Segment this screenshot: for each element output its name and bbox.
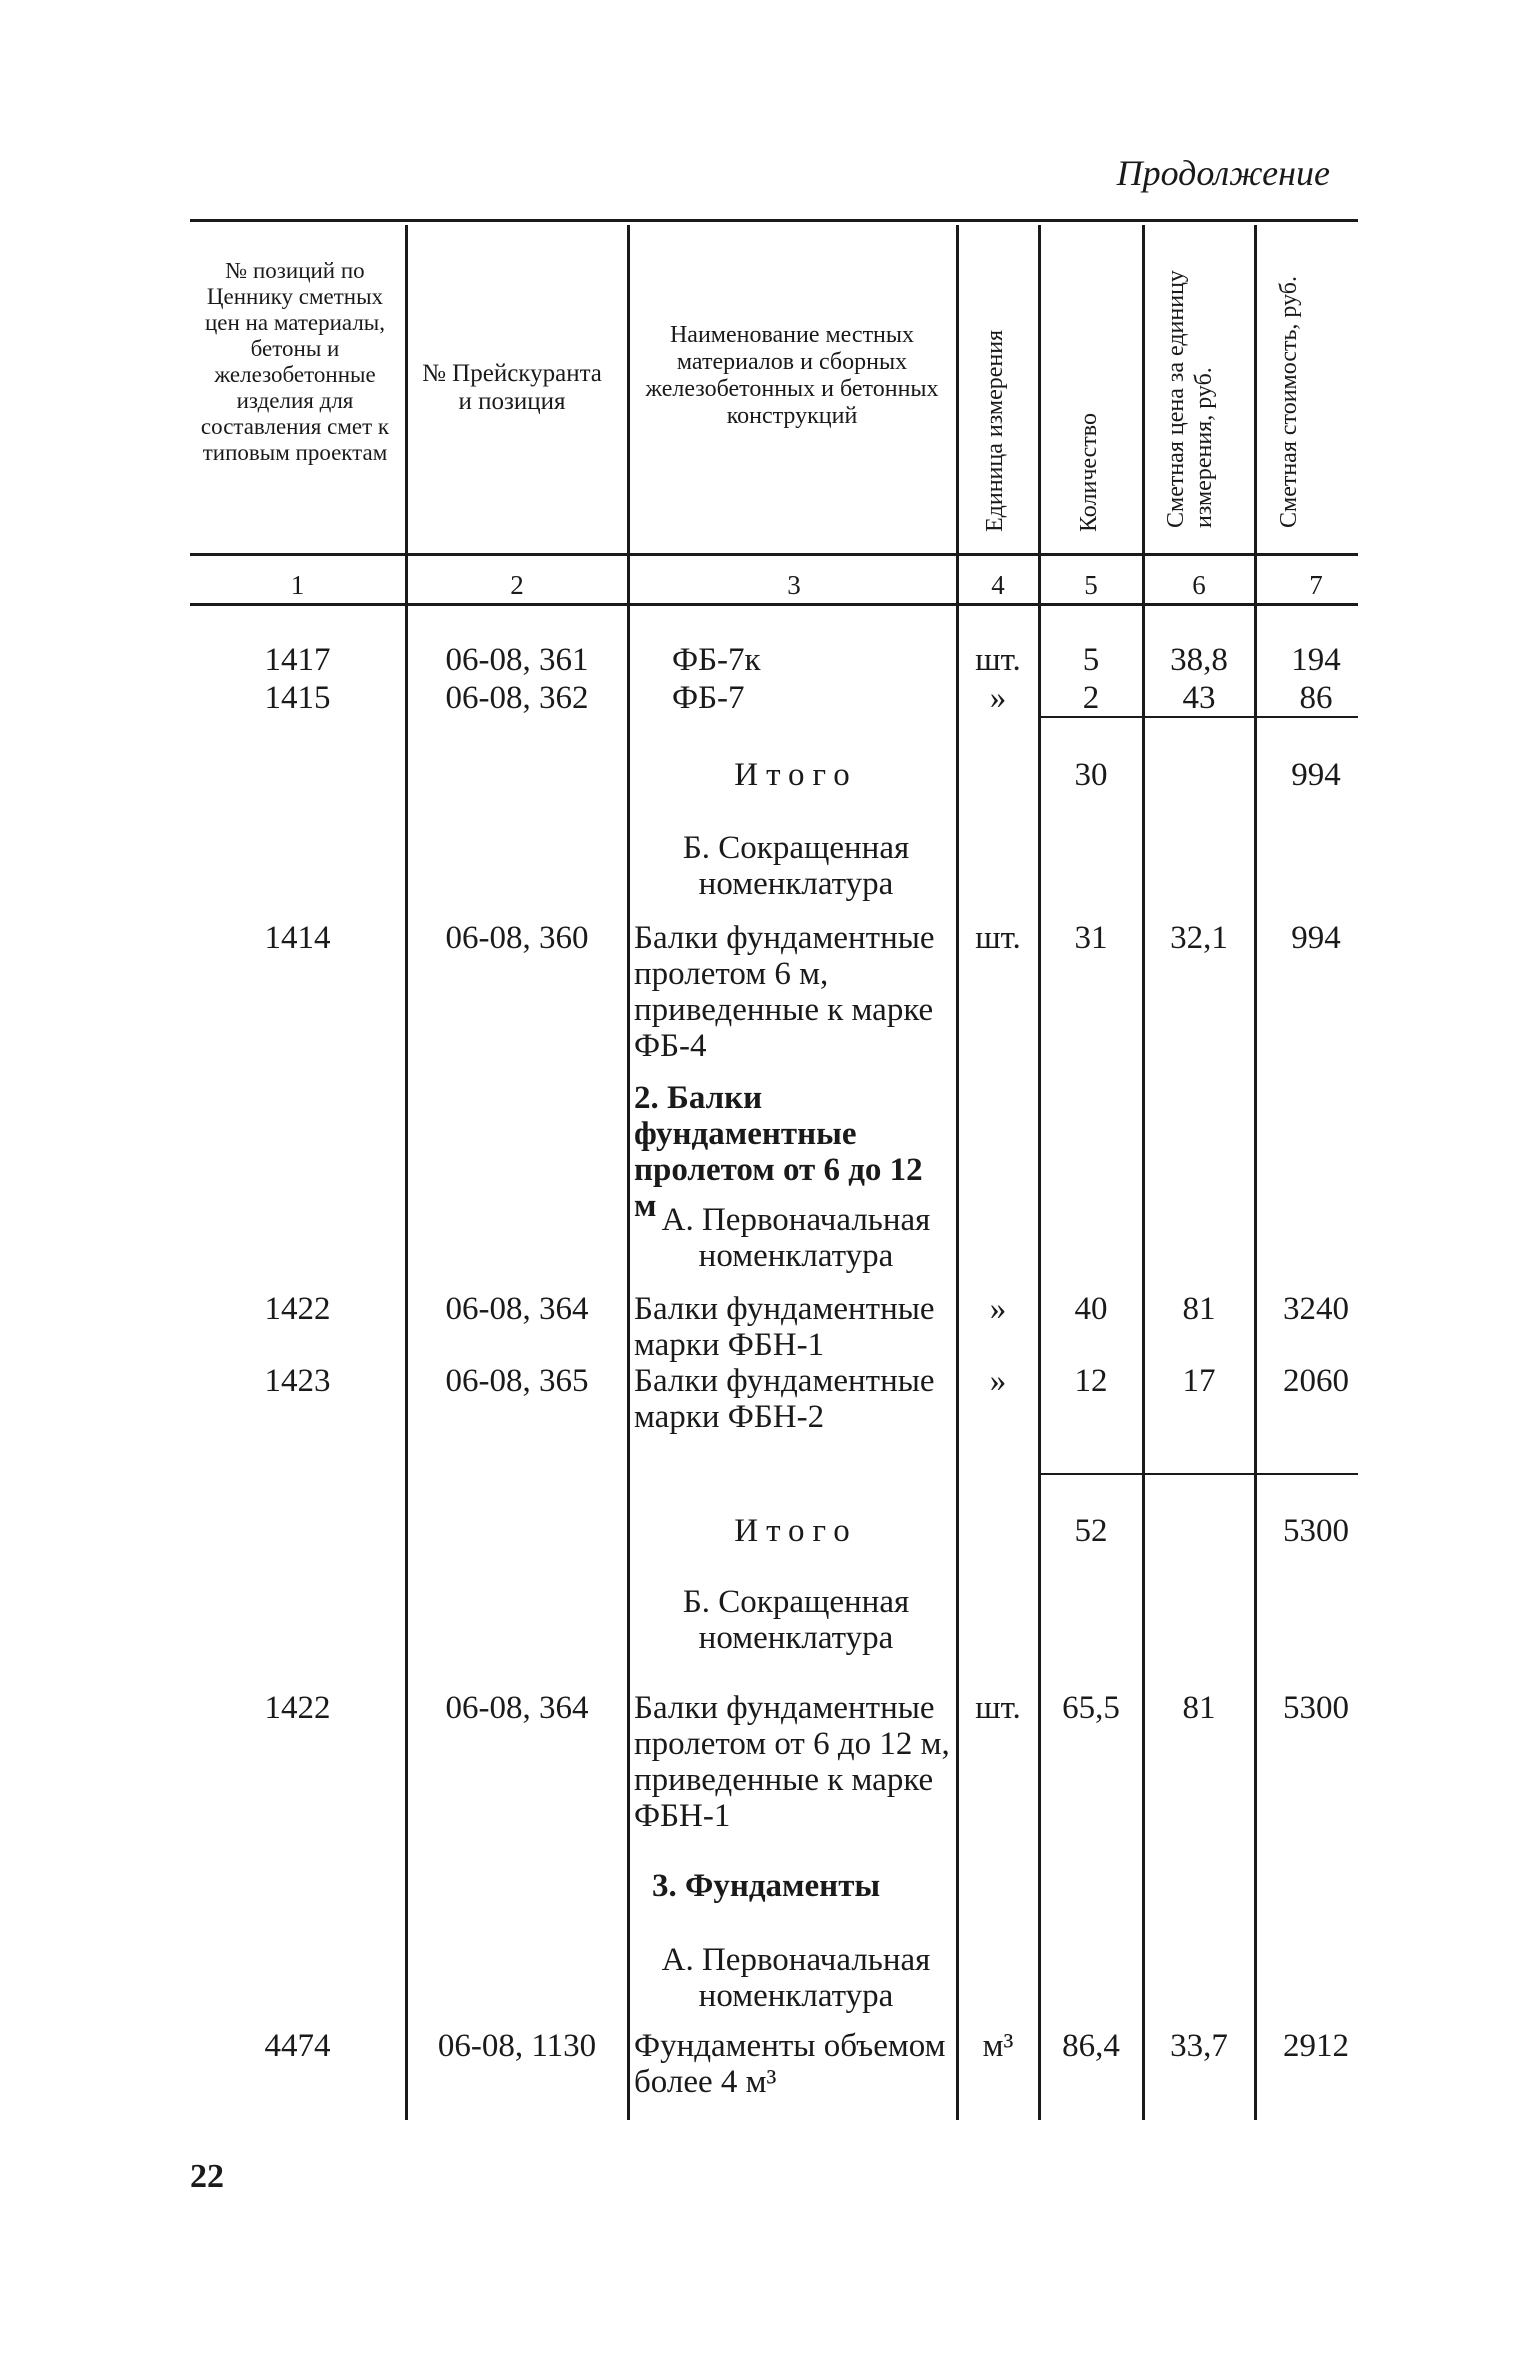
table-row-unit-price: 81 <box>1182 1690 1216 1726</box>
column-divider-2 <box>627 225 630 2120</box>
header-material-name: Наименование местных материалов и сборных железобетонных и бетонных конструкций <box>645 322 939 429</box>
table-row-quantity: 31 <box>1074 920 1108 956</box>
table-row-position: 1415 <box>264 680 331 716</box>
table-row-name: Балки фундаментные пролетом 6 м, приведенные к марке ФБ-4 <box>634 920 935 1064</box>
header-total-cost: Сметная стоимость, руб. <box>1276 276 1302 528</box>
table-row-price-list: 06-08, 1130 <box>437 2028 597 2064</box>
table-row-position: 4474 <box>264 2028 331 2064</box>
column-number-4: 4 <box>991 570 1005 600</box>
table-row-unit: » <box>989 1363 1007 1399</box>
table-row-cost: 3240 <box>1283 1291 1349 1327</box>
table-row-position: 1417 <box>264 642 331 678</box>
table-row-name: Балки фундаментные марки ФБН-2 <box>634 1363 935 1435</box>
table-row-position: 1414 <box>264 920 331 956</box>
subsection-heading: Б. Сокращенная номенклатура <box>682 1584 910 1656</box>
column-number-3: 3 <box>787 570 801 600</box>
table-row-unit-price: 17 <box>1182 1363 1216 1399</box>
total-quantity: 30 <box>1074 757 1108 793</box>
table-row-unit: шт. <box>975 642 1021 678</box>
header-top-rule <box>190 219 1358 222</box>
table-row-unit: » <box>989 1291 1007 1327</box>
table-row-name: Балки фундаментные марки ФБН-1 <box>634 1291 935 1363</box>
column-divider-6 <box>1254 225 1257 2120</box>
table-row-unit: » <box>989 680 1007 716</box>
table-row-position: 1422 <box>264 1291 331 1327</box>
header-bottom-rule <box>190 553 1358 556</box>
continuation-label: Продолжение <box>1116 153 1330 193</box>
table-row-price-list: 06-08, 364 <box>445 1690 589 1726</box>
column-number-5: 5 <box>1084 570 1098 600</box>
column-number-6: 6 <box>1192 570 1206 600</box>
column-divider-5 <box>1142 225 1145 2120</box>
table-row-price-list: 06-08, 365 <box>445 1363 589 1399</box>
header-price-list: № Прейскуранта и позиция <box>422 360 602 415</box>
section-heading: 2. Балки фундаментные пролетом от 6 до 12 м <box>634 1080 923 1224</box>
table-row-cost: 2060 <box>1283 1363 1349 1399</box>
header-unit: Единица измерения <box>982 329 1008 532</box>
total-cost: 994 <box>1291 757 1341 793</box>
subsection-heading: Б. Сокращенная номенклатура <box>682 830 910 902</box>
table-row-cost: 194 <box>1291 642 1341 678</box>
table-row-quantity: 65,5 <box>1062 1690 1120 1726</box>
table-row-cost: 994 <box>1291 920 1341 956</box>
table-row-unit-price: 32,1 <box>1170 920 1228 956</box>
header-position-number: № позиций по Ценнику сметных цен на материалы, бетоны и железобетонные изделия для составления смет к типовым проектам <box>200 258 390 465</box>
table-row-quantity: 86,4 <box>1062 2028 1120 2064</box>
column-number-1: 1 <box>290 570 305 600</box>
table-row-name: ФБ-7к <box>672 642 761 678</box>
column-divider-4 <box>1038 225 1041 2120</box>
subtotal-rule-2 <box>1040 1473 1358 1475</box>
table-row-price-list: 06-08, 364 <box>445 1291 589 1327</box>
subsection-heading: А. Первоначальная номенклатура <box>661 1202 931 1274</box>
table-row-name: ФБ-7 <box>672 680 745 716</box>
table-row-position: 1423 <box>264 1363 331 1399</box>
table-row-quantity: 40 <box>1074 1291 1108 1327</box>
total-label: Итого <box>734 1513 858 1549</box>
total-cost: 5300 <box>1283 1513 1349 1549</box>
table-row-unit: шт. <box>975 1690 1021 1726</box>
table-row-unit-price: 43 <box>1182 680 1216 716</box>
column-number-2: 2 <box>510 570 524 600</box>
total-label: Итого <box>734 757 858 793</box>
table-row-unit: шт. <box>975 920 1021 956</box>
column-divider-3 <box>956 225 959 2120</box>
subsection-heading: А. Первоначальная номенклатура <box>661 1942 931 2014</box>
page-number: 22 <box>190 2158 224 2195</box>
table-row-unit-price: 81 <box>1182 1291 1216 1327</box>
table-row-price-list: 06-08, 360 <box>445 920 589 956</box>
subtotal-rule-1 <box>1040 716 1358 718</box>
column-numbers-rule <box>190 603 1358 606</box>
table-row-quantity: 2 <box>1082 680 1100 716</box>
table-row-quantity: 5 <box>1082 642 1100 678</box>
header-unit-price: Сметная цена за единицу измерения, руб. <box>1163 270 1217 528</box>
table-row-cost: 5300 <box>1283 1690 1349 1726</box>
table-row-position: 1422 <box>264 1690 331 1726</box>
table-row-cost: 86 <box>1299 680 1333 716</box>
table-row-quantity: 12 <box>1074 1363 1108 1399</box>
table-row-unit: м³ <box>982 2028 1014 2064</box>
column-divider-1 <box>405 225 408 2120</box>
header-quantity: Количество <box>1076 413 1102 532</box>
table-row-cost: 2912 <box>1283 2028 1349 2064</box>
section-heading: 3. Фундаменты <box>652 1868 881 1904</box>
total-quantity: 52 <box>1074 1513 1108 1549</box>
table-row-unit-price: 33,7 <box>1170 2028 1228 2064</box>
table-row-name: Балки фундаментные пролетом от 6 до 12 м, приведенные к марке ФБН-1 <box>634 1690 950 1834</box>
column-number-7: 7 <box>1309 570 1323 600</box>
table-row-price-list: 06-08, 361 <box>445 642 589 678</box>
table-row-price-list: 06-08, 362 <box>445 680 589 716</box>
table-row-name: Фундаменты объемом более 4 м³ <box>634 2028 946 2100</box>
table-row-unit-price: 38,8 <box>1170 642 1228 678</box>
